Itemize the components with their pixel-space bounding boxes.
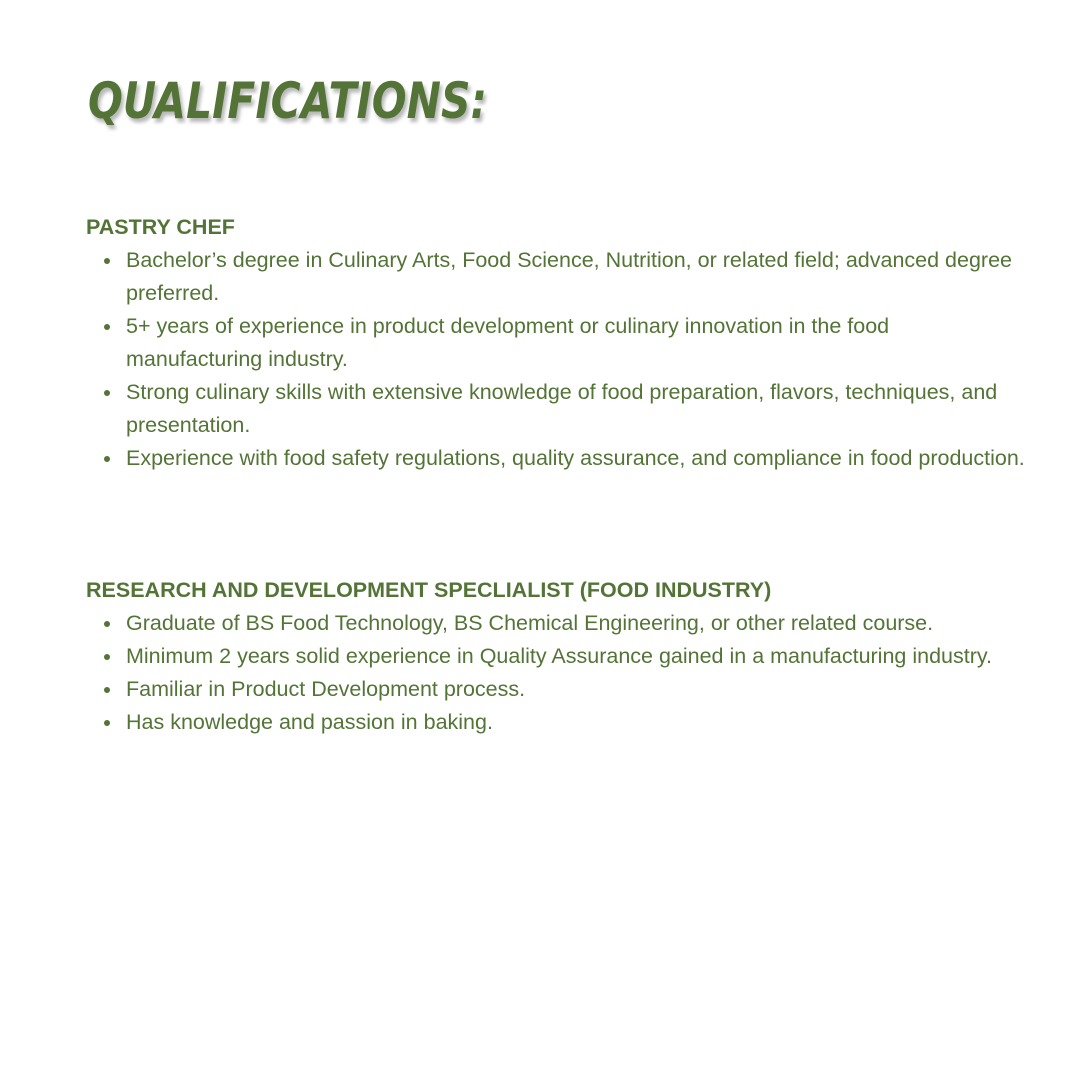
list-item bbox=[86, 244, 1026, 310]
bullet-icon bbox=[104, 720, 110, 726]
section-title: RESEARCH AND DEVELOPMENT SPECLIALIST (FOOD INDUSTRY) bbox=[86, 578, 772, 602]
list-item bbox=[86, 607, 1026, 640]
list-item-text: Strong culinary skills with extensive knowledge of food preparation, flavors, techniques, and presentation. bbox=[126, 380, 998, 437]
list-item bbox=[86, 376, 1026, 442]
list-item-text: Experience with food safety regulations, quality assurance, and compliance in food production. bbox=[126, 446, 1025, 470]
list-item bbox=[86, 442, 1026, 475]
qualification-list bbox=[86, 244, 1026, 475]
list-item-text: Has knowledge and passion in baking. bbox=[126, 710, 493, 734]
list-item-text: Familiar in Product Development process. bbox=[126, 677, 526, 701]
list-item bbox=[86, 673, 1026, 706]
qualification-list bbox=[86, 607, 1026, 739]
list-item bbox=[86, 640, 1026, 673]
bullet-icon bbox=[104, 390, 110, 396]
list-item-text: Bachelor’s degree in Culinary Arts, Food Science, Nutrition, or related field; advanced degree preferred. bbox=[126, 248, 1012, 305]
section-rnd-specialist bbox=[86, 575, 1026, 739]
bullet-icon bbox=[104, 621, 110, 627]
bullet-icon bbox=[104, 687, 110, 693]
section-title: PASTRY CHEF bbox=[86, 215, 235, 239]
list-item bbox=[86, 706, 1026, 739]
bullet-icon bbox=[104, 456, 110, 462]
bullet-icon bbox=[104, 324, 110, 330]
bullet-icon bbox=[104, 258, 110, 264]
list-item-text: 5+ years of experience in product development or culinary innovation in the food manufacturing industry. bbox=[126, 314, 890, 371]
list-item-text: Minimum 2 years solid experience in Quality Assurance gained in a manufacturing industry. bbox=[126, 644, 993, 668]
bullet-icon bbox=[104, 654, 110, 660]
page-title: QUALIFICATIONS: bbox=[88, 72, 487, 130]
list-item bbox=[86, 310, 1026, 376]
list-item-text: Graduate of BS Food Technology, BS Chemical Engineering, or other related course. bbox=[126, 611, 934, 635]
section-pastry-chef bbox=[86, 212, 1026, 475]
